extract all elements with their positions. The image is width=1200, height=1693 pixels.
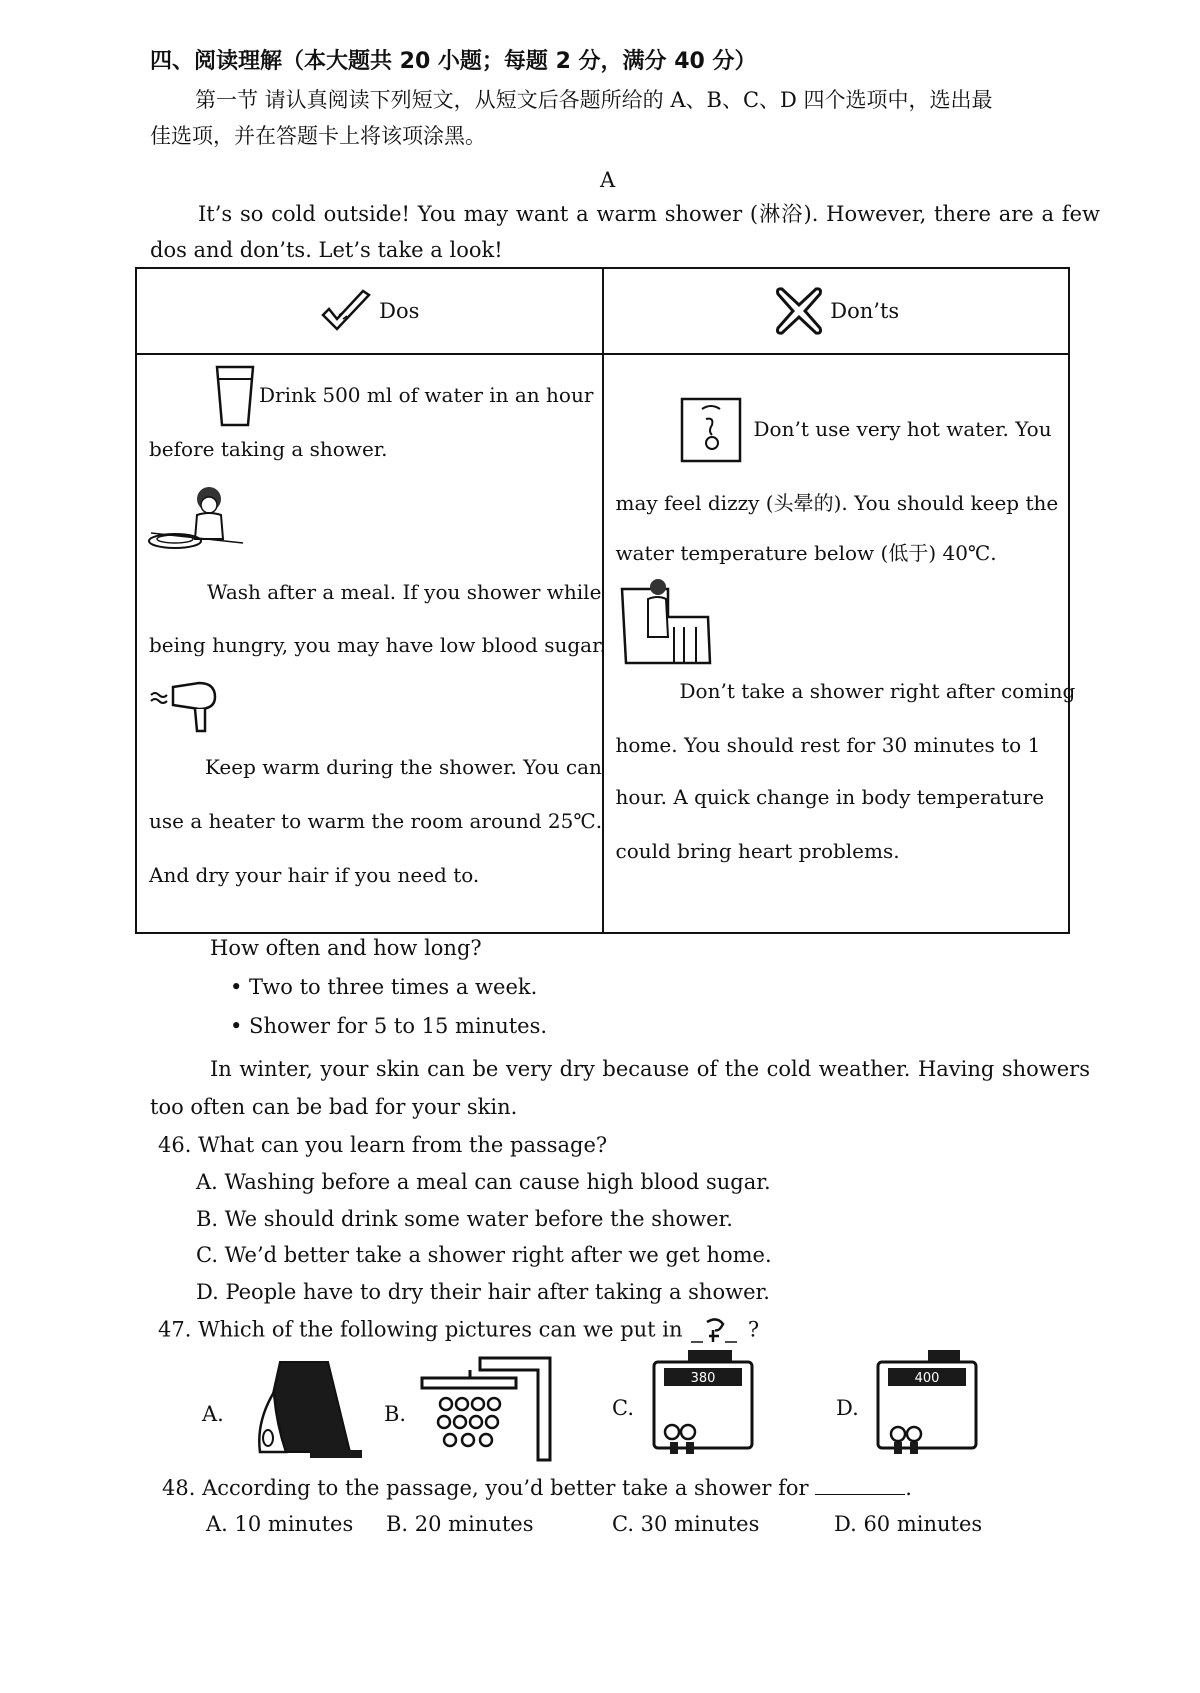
q47-option-c-label[interactable]: C.: [612, 1396, 634, 1420]
q46-option-c[interactable]: C. We’d better take a shower right after we get home.: [196, 1243, 772, 1267]
cross-mark-icon: [772, 286, 826, 336]
q47-option-d-label[interactable]: D.: [836, 1396, 859, 1420]
donts-home-line-1: Don’t take a shower right after coming: [679, 679, 1076, 703]
section-title: 四、阅读理解（本大题共 20 小题；每题 2 分，满分 40 分）: [150, 49, 757, 74]
q47-stem: 47. Which of the following pictures can we put in: [158, 1317, 683, 1342]
q46-option-a[interactable]: A. Washing before a meal can cause high blood sugar.: [196, 1170, 771, 1194]
dos-water-line-1: Drink 500 ml of water in an hour: [259, 383, 594, 407]
donts-hot-line-3: water temperature below (低于) 40℃.: [615, 541, 997, 565]
donts-hot-line-2: may feel dizzy (头晕的). You should keep the: [615, 491, 1059, 515]
check-mark-icon: [319, 289, 375, 333]
heater-c-display: 380: [690, 1371, 716, 1386]
q46-option-d[interactable]: D. People have to dry their hair after taking a shower.: [196, 1280, 770, 1304]
water-heater-d-picture-icon[interactable]: [872, 1348, 982, 1460]
q47-stem-row: [158, 1316, 759, 1346]
q48-option-a[interactable]: A. 10 minutes: [206, 1512, 354, 1536]
dos-cell: [136, 354, 606, 933]
bullet-frequency: • Two to three times a week.: [230, 975, 538, 999]
dos-donts-table: [135, 267, 1076, 934]
iron-picture-icon[interactable]: [240, 1352, 370, 1462]
instruction-line-1: 第一节 请认真阅读下列短文，从短文后各题所给的 A、B、C、D 四个选项中，选出最: [195, 88, 993, 112]
dos-warm-line-2: use a heater to warm the room around 25℃.: [149, 809, 603, 833]
hair-dryer-icon: [149, 677, 221, 735]
bullet-duration: • Shower for 5 to 15 minutes.: [230, 1014, 548, 1038]
how-often-question: How often and how long?: [210, 936, 482, 960]
dos-warm-line-1: Keep warm during the shower. You can: [205, 755, 602, 779]
q48-option-d[interactable]: D. 60 minutes: [834, 1512, 983, 1536]
donts-home-line-2: home. You should rest for 30 minutes to 1: [615, 733, 1041, 757]
water-glass-icon: [215, 365, 255, 427]
shower-head-picture-icon[interactable]: [420, 1348, 565, 1464]
q48-option-c[interactable]: C. 30 minutes: [612, 1512, 760, 1536]
dos-meal-line-1: Wash after a meal. If you shower while: [207, 580, 602, 604]
q48-stem-row: [162, 1476, 912, 1500]
q46-option-b[interactable]: B. We should drink some water before the shower.: [196, 1207, 733, 1231]
q48-stem-end: .: [905, 1476, 912, 1500]
dos-header-cell: [136, 268, 603, 354]
q47-option-a-label[interactable]: A.: [202, 1402, 224, 1426]
instruction-line-2: 佳选项，并在答题卡上将该项涂黑。: [150, 124, 486, 148]
water-heater-blank-icon: [689, 1316, 741, 1346]
water-heater-icon: [680, 397, 742, 463]
water-heater-c-picture-icon[interactable]: [648, 1348, 758, 1460]
q48-option-b[interactable]: B. 20 minutes: [386, 1512, 534, 1536]
winter-paragraph: In winter, your skin can be very dry because of the cold weather. Having showers too often can be bad for your skin.: [150, 1057, 1090, 1119]
donts-header-cell: [603, 268, 1070, 354]
donts-header-label: Don’ts: [830, 299, 900, 323]
q48-blank: [815, 1476, 905, 1495]
donts-home-line-4: could bring heart problems.: [615, 839, 900, 863]
dos-warm-line-3: And dry your hair if you need to.: [149, 863, 480, 887]
donts-hot-line-1: Don’t use very hot water. You: [753, 417, 1052, 441]
passage-intro: It’s so cold outside! You may want a warm shower (淋浴). However, there are a few dos and don’ts. Let’s take a look!: [150, 202, 1100, 262]
dos-header-label: Dos: [379, 299, 420, 323]
eating-person-icon: [147, 485, 247, 555]
donts-home-line-3: hour. A quick change in body temperature: [615, 785, 1045, 809]
heater-d-display: 400: [914, 1371, 940, 1386]
q46-stem: 46. What can you learn from the passage?: [158, 1133, 608, 1157]
resting-person-icon: [618, 577, 716, 669]
q47-option-b-label[interactable]: B.: [384, 1402, 407, 1426]
donts-cell: [603, 354, 1076, 933]
dos-water-line-2: before taking a shower.: [149, 437, 388, 461]
dos-meal-line-2: being hungry, you may have low blood sugar.: [149, 633, 606, 657]
passage-label: A: [600, 168, 616, 192]
q47-stem-end: ?: [747, 1317, 760, 1342]
q48-stem: 48. According to the passage, you’d better take a shower for: [162, 1476, 809, 1500]
